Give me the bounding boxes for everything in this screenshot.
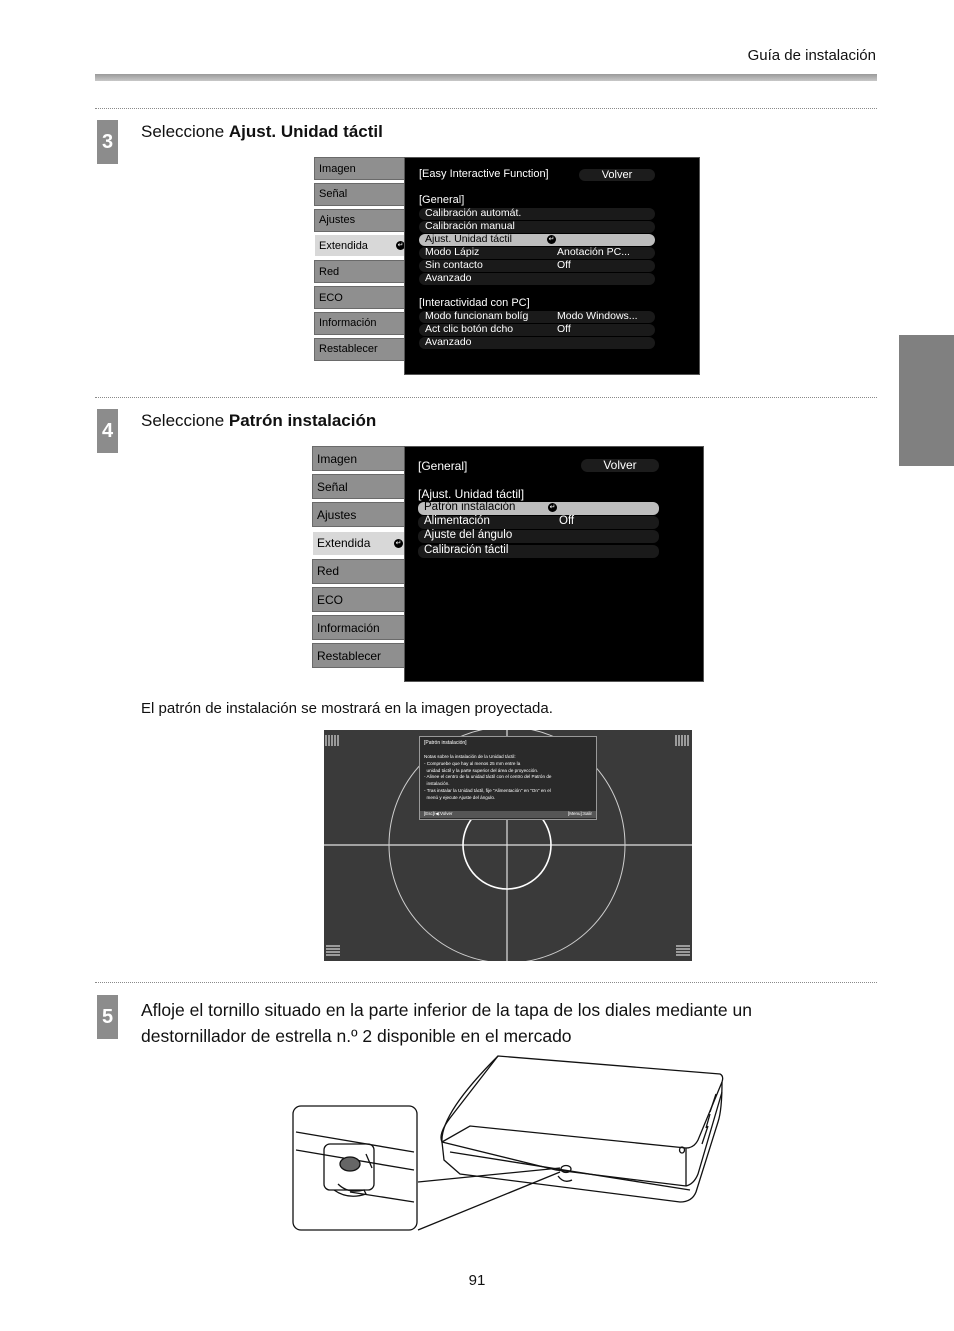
sidebar-item-1[interactable] [312, 474, 408, 499]
section-header: [Interactividad con PC] [419, 297, 530, 309]
sidebar-item-label: Red [317, 564, 340, 579]
dialog-note-line: - Tras instalar la Unidad táctil, fije "Alimentación" en "On" en el [424, 787, 551, 793]
sidebar-item-4[interactable] [312, 559, 408, 584]
instruction-line: destornillador de estrella n.º 2 disponible en el mercado [141, 1026, 572, 1046]
menu-row-value: Off [557, 259, 571, 271]
sidebar-item-label: Imagen [317, 451, 358, 466]
menu-row[interactable] [419, 337, 655, 349]
dialog-note-line: instalación. [424, 781, 450, 787]
dialog-footer [420, 811, 596, 818]
step-instruction [141, 997, 752, 1049]
sidebar-item-label: Extendida [317, 536, 371, 551]
sidebar-item-label: Restablecer [317, 648, 382, 663]
menu-row-label: Modo Lápiz [425, 246, 480, 258]
menu-screenshot-2 [312, 446, 704, 682]
sidebar-item-0[interactable] [314, 157, 410, 180]
sidebar-item-label: Información [319, 317, 377, 330]
menu-row-label: Avanzado [425, 272, 472, 284]
notes-dialog [419, 736, 597, 820]
menu-row-label: Ajuste del ángulo [424, 529, 513, 542]
installation-pattern-image [324, 730, 692, 961]
sidebar-item-3[interactable] [314, 234, 410, 257]
section-header: [Ajust. Unidad táctil] [418, 487, 525, 501]
menu-screenshot-1 [314, 157, 700, 375]
footer-back: [Esc]/◀:Volver [424, 811, 453, 816]
sidebar-item-3[interactable] [312, 531, 408, 556]
enter-icon: ↵ [548, 236, 555, 243]
dialog-notes [424, 754, 594, 802]
sidebar-item-label: Extendida [319, 239, 368, 252]
sidebar-item-2[interactable] [312, 502, 408, 527]
enter-icon: ↵ [549, 504, 556, 511]
step-number: 4 [97, 409, 118, 453]
sidebar-item-label: Ajustes [317, 507, 357, 522]
menu-panel [404, 446, 704, 682]
menu-row-label: Act clic botón dcho [425, 323, 514, 335]
menu-row[interactable] [419, 247, 655, 259]
section-divider [95, 397, 877, 398]
sidebar-item-2[interactable] [314, 209, 410, 232]
menu-row-label: Calibración automát. [425, 207, 522, 219]
back-button[interactable]: Volver [579, 169, 655, 181]
sidebar-item-6[interactable] [312, 615, 408, 640]
menu-row[interactable] [419, 234, 655, 246]
menu-row-label: Ajust. Unidad táctil [425, 233, 512, 245]
caption: El patrón de instalación se mostrará en la imagen proyectada. [141, 700, 553, 717]
chapter-tab [899, 335, 954, 466]
menu-row[interactable] [419, 221, 655, 233]
menu-row[interactable] [419, 273, 655, 285]
back-button[interactable]: Volver [581, 459, 659, 472]
page-number: 91 [468, 1272, 486, 1289]
menu-row[interactable] [419, 208, 655, 220]
sidebar-item-label: Ajustes [319, 214, 356, 227]
section-divider [95, 108, 877, 109]
sidebar-item-7[interactable] [312, 643, 408, 668]
sidebar-item-1[interactable] [314, 183, 410, 206]
sidebar-item-4[interactable] [314, 260, 410, 283]
menu-row-value: Off [559, 515, 575, 528]
sidebar-item-label: Restablecer [319, 343, 378, 356]
menu-title: [General] [418, 459, 468, 473]
running-header: Guía de instalación [747, 47, 876, 64]
sidebar-item-label: Imagen [319, 162, 356, 175]
dialog-title: [Patrón instalación] [424, 740, 467, 746]
section-divider [95, 982, 877, 983]
menu-row-value: Off [557, 323, 571, 335]
menu-row-label: Modo funcionam bolíg [425, 310, 529, 322]
sidebar-item-label: ECO [317, 592, 344, 607]
step-instruction: Seleccione Ajust. Unidad táctil [141, 122, 383, 141]
step-number: 3 [97, 120, 118, 164]
menu-row-label: Avanzado [425, 336, 472, 348]
instruction-line: Afloje el tornillo situado en la parte inferior de la tapa de los diales mediante un [141, 1000, 752, 1020]
menu-title: [Easy Interactive Function] [419, 168, 549, 180]
menu-row-value: Modo Windows... [557, 310, 638, 322]
sidebar-item-0[interactable] [312, 446, 408, 471]
sidebar-item-label: Señal [319, 188, 348, 201]
menu-row-label: Alimentación [424, 515, 490, 528]
dialog-note-line: Notas sobre la instalación de la Unidad táctil: [424, 754, 516, 759]
enter-icon: ↵ [395, 539, 402, 547]
enter-icon: ↵ [397, 242, 404, 250]
menu-row[interactable] [419, 260, 655, 272]
sidebar-item-label: Red [319, 265, 340, 278]
dialog-note-line: - Alinee el centro de la unidad táctil con el centro del Patrón de [424, 774, 552, 780]
menu-row-label: Sin contacto [425, 259, 483, 271]
menu-row[interactable] [418, 545, 659, 558]
dialog-note-line: unidad táctil y la parte superior del área de proyección. [424, 767, 539, 773]
menu-panel [404, 157, 700, 375]
sidebar-item-6[interactable] [314, 312, 410, 335]
menu-row[interactable] [419, 311, 655, 323]
menu-row[interactable] [418, 530, 659, 543]
menu-row[interactable] [419, 324, 655, 336]
step-instruction: Seleccione Patrón instalación [141, 411, 377, 430]
sidebar-item-5[interactable] [314, 286, 410, 309]
dialog-note-line: menú y ejecute Ajuste del ángulo. [424, 794, 496, 800]
menu-row-value: Anotación PC... [557, 246, 630, 258]
sidebar-item-label: ECO [319, 291, 343, 304]
sidebar-item-label: Información [317, 620, 380, 635]
footer-exit: [Menu]:Salir [567, 811, 592, 816]
menu-row[interactable] [418, 502, 659, 515]
sidebar-item-label: Señal [317, 479, 348, 494]
step-number: 5 [97, 995, 118, 1039]
section-header: [General] [419, 194, 465, 206]
dialog-note-line: - Compruebe que hay al menos 25 mm entre la [424, 760, 521, 766]
menu-row-label: Patrón instalación [424, 501, 516, 513]
sidebar-item-5[interactable] [312, 587, 408, 612]
menu-row-label: Calibración manual [425, 220, 515, 232]
header-rule [95, 74, 877, 81]
menu-row-label: Calibración táctil [424, 543, 509, 556]
menu-row[interactable] [418, 516, 659, 529]
sidebar-item-7[interactable] [314, 338, 410, 361]
device-illustration [290, 1052, 730, 1234]
